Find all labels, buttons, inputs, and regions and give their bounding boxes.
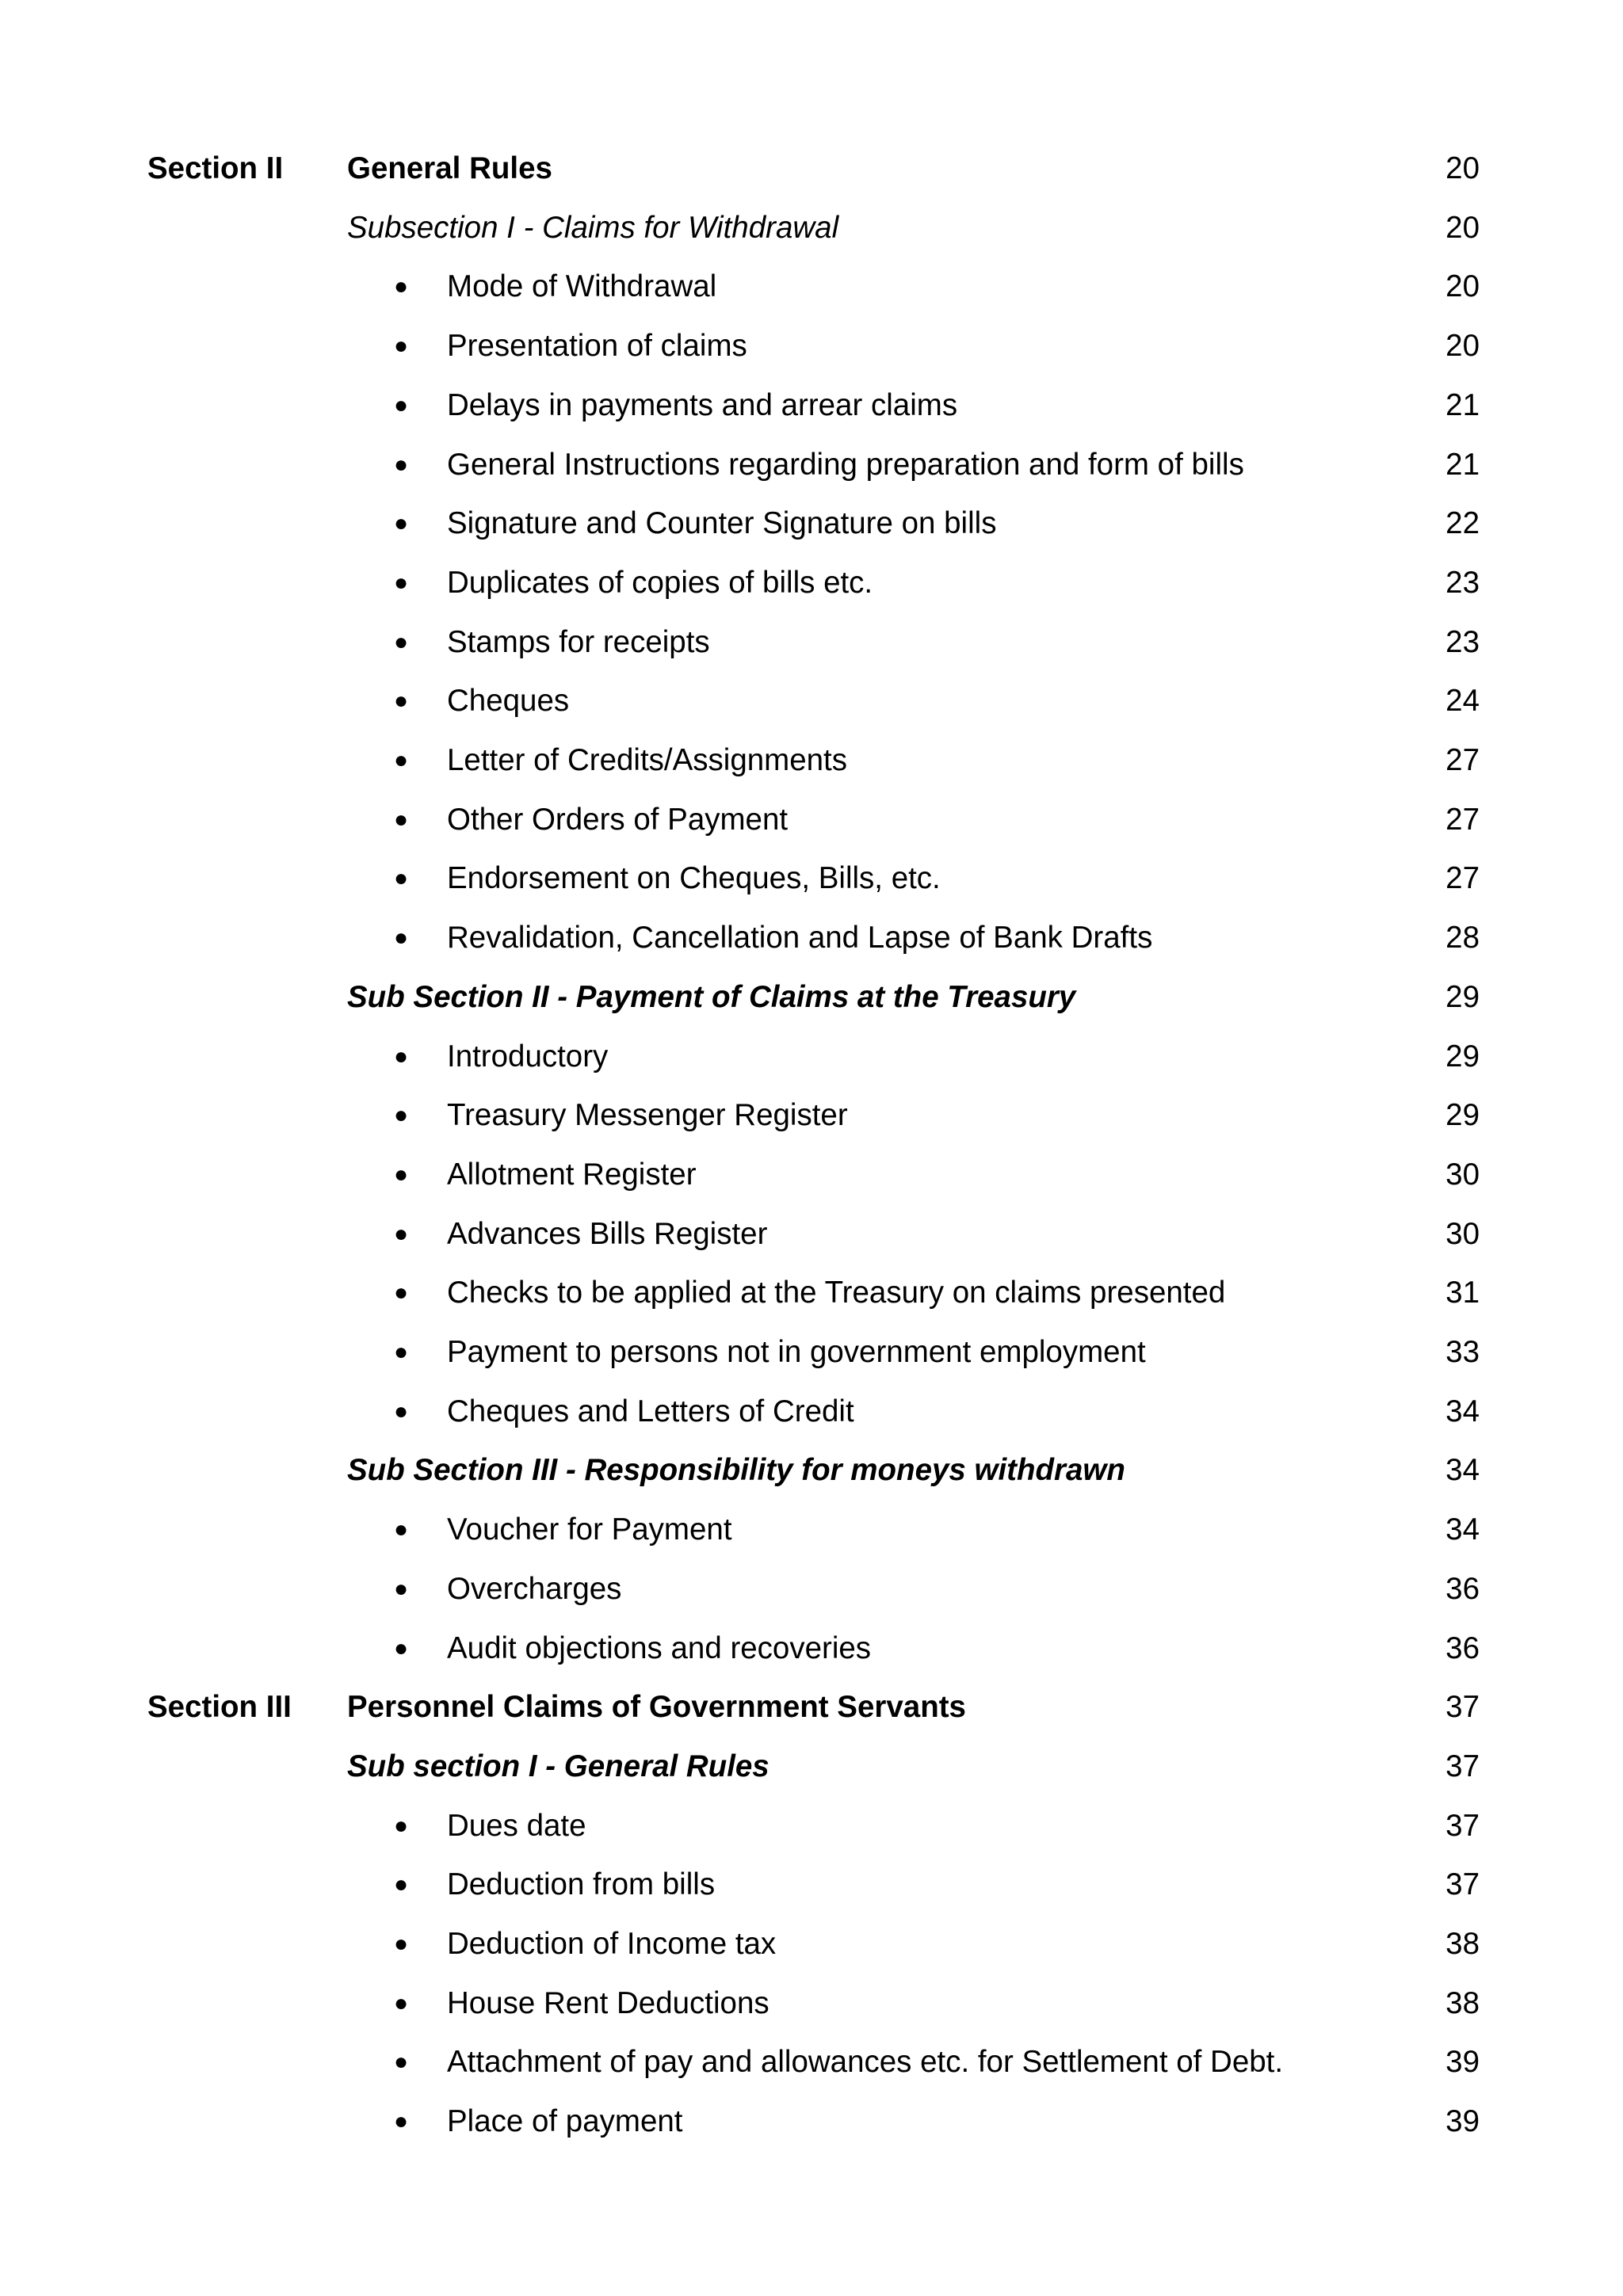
page-number: 28 <box>1445 921 1480 955</box>
page-number: 20 <box>1445 269 1480 304</box>
entry-title: Cheques and Letters of Credit <box>447 1394 854 1428</box>
toc-item-row <box>0 257 1623 316</box>
section-label: Section III <box>147 1690 292 1725</box>
entry-title: Payment to persons not in government employment <box>447 1335 1146 1369</box>
page-number: 39 <box>1445 2104 1480 2139</box>
bullet-icon: ● <box>394 1043 409 1070</box>
bullet-icon: ● <box>394 628 409 655</box>
page-number: 29 <box>1445 979 1480 1014</box>
page-number: 23 <box>1445 624 1480 659</box>
toc-item-row <box>0 1855 1623 1914</box>
toc-item-row <box>0 731 1623 790</box>
bullet-icon: ● <box>394 1516 409 1543</box>
toc-item-row <box>0 849 1623 908</box>
page-number: 29 <box>1445 1098 1480 1133</box>
bullet-icon: ● <box>394 925 409 952</box>
page-number: 34 <box>1445 1394 1480 1428</box>
page-number: 37 <box>1445 1867 1480 1902</box>
entry-title: Duplicates of copies of bills etc. <box>447 565 873 600</box>
toc-item-row <box>0 494 1623 553</box>
toc-item-row <box>0 1915 1623 1974</box>
page-number: 20 <box>1445 210 1480 245</box>
entry-title: House Rent Deductions <box>447 1985 769 2020</box>
bullet-icon: ● <box>394 1280 409 1306</box>
entry-title: Introductory <box>447 1039 609 1074</box>
entry-title: Allotment Register <box>447 1157 697 1192</box>
entry-title: Mode of Withdrawal <box>447 269 717 304</box>
entry-title: Attachment of pay and allowances etc. for Settlement of Debt. <box>447 2045 1284 2080</box>
page-number: 30 <box>1445 1157 1480 1192</box>
page-number: 39 <box>1445 2045 1480 2080</box>
toc-item-row <box>0 2092 1623 2151</box>
bullet-icon: ● <box>394 865 409 892</box>
entry-title: General Rules <box>347 151 552 185</box>
entry-title: Advances Bills Register <box>447 1216 768 1251</box>
entry-title: Checks to be applied at the Treasury on claims presented <box>447 1276 1226 1310</box>
toc-item-row <box>0 376 1623 435</box>
entry-title: Subsection I - Claims for Withdrawal <box>347 210 839 245</box>
toc-item-row <box>0 1146 1623 1204</box>
page-number: 31 <box>1445 1276 1480 1310</box>
bullet-icon: ● <box>394 747 409 773</box>
page-number: 22 <box>1445 506 1480 541</box>
toc-item-row <box>0 909 1623 967</box>
bullet-icon: ● <box>394 1634 409 1661</box>
page-number: 27 <box>1445 802 1480 837</box>
bullet-icon: ● <box>394 1575 409 1602</box>
entry-title: Voucher for Payment <box>447 1512 732 1547</box>
bullet-icon: ● <box>394 2049 409 2076</box>
page-number: 24 <box>1445 684 1480 719</box>
entry-title: Revalidation, Cancellation and Lapse of Bank Drafts <box>447 921 1153 955</box>
bullet-icon: ● <box>394 2108 409 2135</box>
page-number: 21 <box>1445 447 1480 482</box>
bullet-icon: ● <box>394 1339 409 1365</box>
entry-title: Deduction of Income tax <box>447 1927 777 1961</box>
toc-item-row <box>0 672 1623 730</box>
page-number: 34 <box>1445 1453 1480 1488</box>
toc-item-row <box>0 1619 1623 1678</box>
page-number: 37 <box>1445 1690 1480 1725</box>
subsection-heading-row <box>0 1441 1623 1500</box>
entry-title: Deduction from bills <box>447 1867 716 1902</box>
page-number: 36 <box>1445 1571 1480 1606</box>
bullet-icon: ● <box>394 1812 409 1839</box>
bullet-icon: ● <box>394 1931 409 1957</box>
section-heading-row <box>0 139 1623 198</box>
entry-title: Stamps for receipts <box>447 624 710 659</box>
entry-title: Treasury Messenger Register <box>447 1098 848 1133</box>
toc-item-row <box>0 613 1623 672</box>
page-number: 37 <box>1445 1749 1480 1783</box>
page-number: 33 <box>1445 1335 1480 1369</box>
bullet-icon: ● <box>394 688 409 715</box>
toc-item-row <box>0 1560 1623 1619</box>
page-number: 21 <box>1445 387 1480 422</box>
page-number: 27 <box>1445 861 1480 896</box>
page-number: 34 <box>1445 1512 1480 1547</box>
bullet-icon: ● <box>394 451 409 478</box>
entry-title: Personnel Claims of Government Servants <box>347 1690 966 1725</box>
entry-title: General Instructions regarding preparation and form of bills <box>447 447 1244 482</box>
toc-item-row <box>0 1797 1623 1855</box>
toc-item-row <box>0 1028 1623 1086</box>
entry-title: Place of payment <box>447 2104 683 2139</box>
entry-title: Sub Section III - Responsibility for moneys withdrawn <box>347 1453 1125 1488</box>
bullet-icon: ● <box>394 391 409 418</box>
toc-item-row <box>0 791 1623 849</box>
subsection-heading-row <box>0 199 1623 257</box>
toc-item-row <box>0 1501 1623 1559</box>
entry-title: Delays in payments and arrear claims <box>447 387 958 422</box>
bullet-icon: ● <box>394 273 409 300</box>
section-heading-row <box>0 1678 1623 1737</box>
bullet-icon: ● <box>394 569 409 596</box>
bullet-icon: ● <box>394 1398 409 1425</box>
entry-title: Other Orders of Payment <box>447 802 789 837</box>
page-number: 20 <box>1445 151 1480 185</box>
toc-item-row <box>0 554 1623 612</box>
page-number: 38 <box>1445 1985 1480 2020</box>
entry-title: Cheques <box>447 684 570 719</box>
toc-item-row <box>0 1086 1623 1145</box>
page-number: 37 <box>1445 1808 1480 1843</box>
bullet-icon: ● <box>394 510 409 537</box>
bullet-icon: ● <box>394 1989 409 2016</box>
toc-item-row <box>0 436 1623 494</box>
bullet-icon: ● <box>394 806 409 833</box>
entry-title: Sub Section II - Payment of Claims at the Treasury <box>347 979 1076 1014</box>
page-number: 27 <box>1445 743 1480 777</box>
entry-title: Letter of Credits/Assignments <box>447 743 847 777</box>
bullet-icon: ● <box>394 1220 409 1247</box>
page-number: 36 <box>1445 1630 1480 1665</box>
toc-item-row <box>0 1383 1623 1441</box>
entry-title: Signature and Counter Signature on bills <box>447 506 997 541</box>
toc-item-row <box>0 1205 1623 1264</box>
page-number: 38 <box>1445 1927 1480 1961</box>
bullet-icon: ● <box>394 1161 409 1188</box>
page-number: 23 <box>1445 565 1480 600</box>
section-label: Section II <box>147 151 284 185</box>
toc-item-row <box>0 1974 1623 2033</box>
subsection-heading-row <box>0 968 1623 1027</box>
entry-title: Audit objections and recoveries <box>447 1630 872 1665</box>
bullet-icon: ● <box>394 333 409 360</box>
entry-title: Endorsement on Cheques, Bills, etc. <box>447 861 941 896</box>
toc-item-row <box>0 2033 1623 2092</box>
bullet-icon: ● <box>394 1102 409 1129</box>
page-number: 20 <box>1445 329 1480 364</box>
page-number: 30 <box>1445 1216 1480 1251</box>
entry-title: Presentation of claims <box>447 329 747 364</box>
bullet-icon: ● <box>394 1871 409 1898</box>
entry-title: Sub section I - General Rules <box>347 1749 769 1783</box>
entry-title: Overcharges <box>447 1571 622 1606</box>
page-number: 29 <box>1445 1039 1480 1074</box>
entry-title: Dues date <box>447 1808 586 1843</box>
toc-item-row <box>0 1264 1623 1322</box>
toc-item-row <box>0 1323 1623 1382</box>
subsection-heading-row <box>0 1737 1623 1796</box>
toc-item-row <box>0 317 1623 376</box>
